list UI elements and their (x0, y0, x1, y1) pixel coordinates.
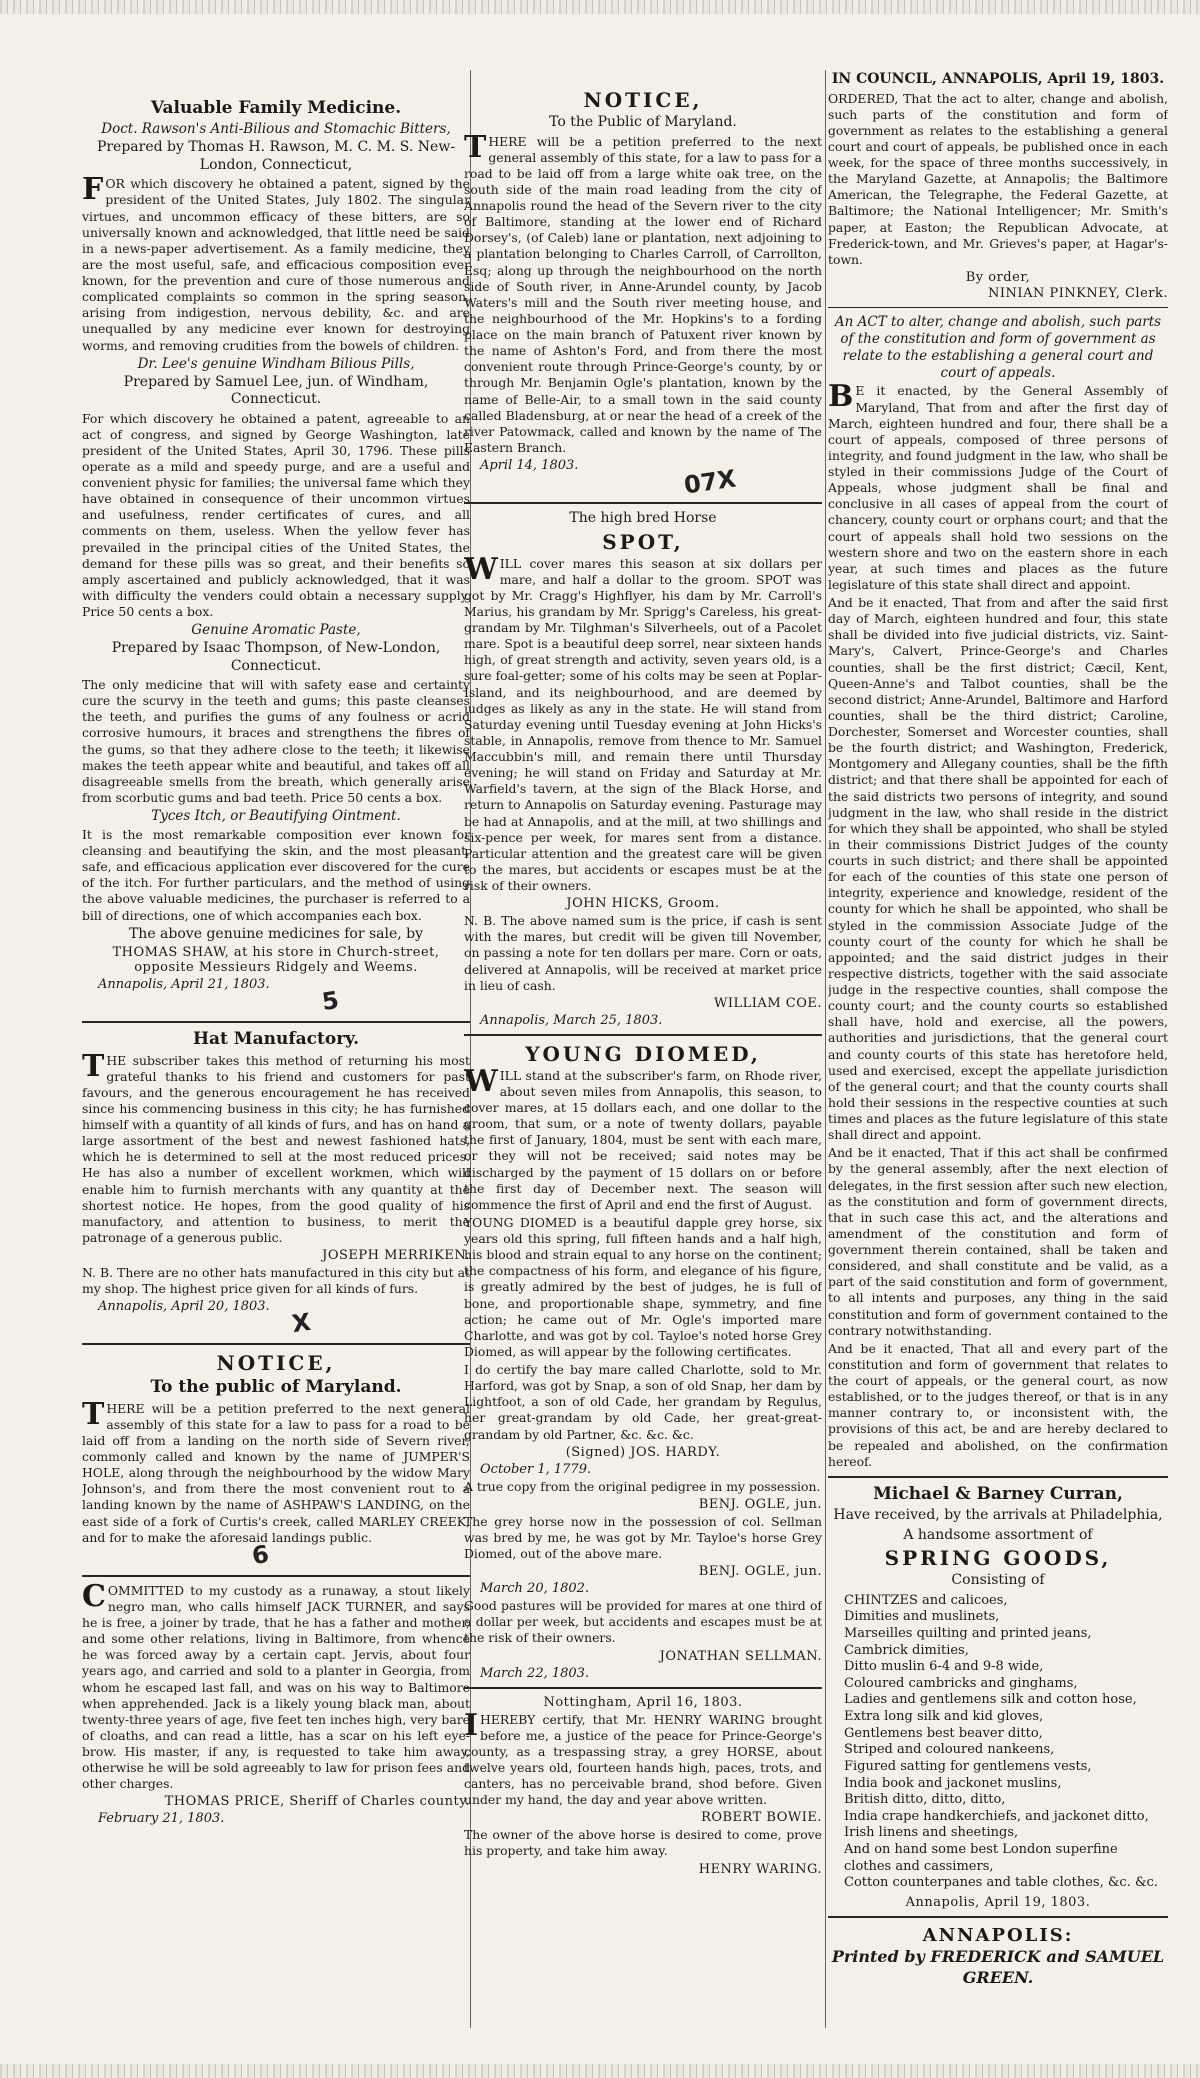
goods-item: Cambrick dimities, (844, 1642, 969, 1658)
column-rule-2 (825, 70, 826, 2028)
curran-title: Michael & Barney Curran, (873, 1483, 1123, 1504)
spot-owner: WILLIAM COE. (714, 995, 822, 1011)
diomed-title: YOUNG DIOMED, (525, 1041, 761, 1066)
sold-by: The above genuine medicines for sale, by (128, 925, 424, 942)
stray-date: Nottingham, April 16, 1803. (543, 1694, 743, 1710)
goods-item: Ditto muslin 6-4 and 9-8 wide, (844, 1659, 1044, 1675)
bottom-edge-noise (0, 2064, 1200, 2078)
goods-list (844, 1593, 1168, 1892)
runaway-notice (82, 1578, 470, 1827)
stray-body: IHEREBY certify, that Mr. HENRY WARING brought before me, a justice of the peace for Prince-George's county, as a trespassing stray, a grey HORSE, about twelve years old, fourteen hands high, paces, trots, and canters, has no perceivable brand, shod before. Given under my hand, the day and year above written. (464, 1707, 822, 1808)
goods-item: Irish linens and sheetings, (844, 1825, 1019, 1841)
goods-item: Cotton counterpanes and table clothes, &c. &c. (844, 1875, 1158, 1891)
goods-item: Marseilles quilting and printed jeans, (844, 1625, 1092, 1641)
lee-body: For which discovery he obtained a patent, agreeable to an act of congress, and signed by George Washington, late president of the United States, April 30, 1796. These pills operate as a mild and speedy purge, and are a useful and convenient physic for families; the universal fame which they have obtained in consequence of their uncommon virtues and usefulness, render certificates of cures, and all comments on them, useless. When the yellow fever has prevailed in the principal cities of the United States, the demand for these pills was so great, and their benefits so amply ascertained and publicly acknowledged, that it was with difficulty the venders could obtain a necessary supply. Price 50 cents a box. (82, 410, 470, 620)
young-diomed-ad (464, 1042, 822, 1681)
act-title: An ACT to alter, change and abolish, such parts of the constitution and form of government as relate to the establishing a general court and court of appeals. (834, 313, 1162, 381)
rawson-body: FOR which discovery he obtained a patent, signed by the president of the United States, July 1802. The singular virtues, and uncommon efficacy of these bitters, are so universally known and acknowledged, that little need be said in a news-paper advertisement. As a family medicine, they are the most useful, safe, and efficacious composition ever known, for the prevention and cure of those numerous and complicated complaints so common in the spring season, arising from indigestion, nervous debility, &c. and are unequalled by any medicine ever known for destroying worms, and removing crudities from the bowels of children. (82, 172, 470, 353)
diomed-ogle-2: BENJ. OGLE, jun. (698, 1564, 822, 1580)
rule (464, 502, 822, 504)
goods-item: India crape handkerchiefs, and jackonet ditto, (844, 1808, 1149, 1824)
spot-title: SPOT, (602, 529, 684, 554)
rule (82, 1343, 470, 1345)
diomed-date-1: March 20, 1802. (480, 1581, 590, 1597)
committed-date: February 21, 1803. (98, 1811, 225, 1827)
spot-body: WILL cover mares this season at six dollars per mare, and half a dollar to the groom. SPOT was got by Mr. Cragg's Highflyer, his dam by Mr. Carroll's Marius, his grandam by Mr. Sprigg's Careless, his great-grandam by Mr. Tilghman's Silverheels, out of a Pacolet mare. Spot is a beautiful deep sorrel, near sixteen hands high, of great strength and activity, seven years old, is a sure foal-getter; some of his colts may be seen at Poplar-Island, and its neighbourhood, and are deemed by judges as likely as any in the state. He will stand from Saturday evening until Tuesday evening at John Hicks's stable, in Annapolis, remove from thence to Mr. Samuel Maccubbin's mill, and remain there until Thursday evening; he will stand on Friday and Saturday at Mr. Warfield's tavern, at the sign of the Black Horse, and return to Annapolis on Saturday evening. Pasturage may be had at Annapolis, and at the mill, at two shillings and six-pence per week, for mares sent from a distance. Particular attention and the greatest care will be given to the mares, but accidents or escapes must be at the risk of their owners. (464, 551, 822, 893)
handwritten-mark-5: 5 (320, 986, 341, 1017)
act-paragraph-4: And be it enacted, That all and every part of the constitution and form of government that relates to the court of appeals, or the general court, as now established, or to the judges thereof, or that is in any manner contrary to, or inconsistent with, the provisions of this act, be and are hereby declared to be repealed and abolished, on the confirmation hereof. (828, 1340, 1168, 1469)
paste-title: Genuine Aromatic Paste, (191, 622, 361, 639)
curran-consisting: Consisting of (951, 1572, 1045, 1589)
hat-date: Annapolis, April 20, 1803. (98, 1299, 270, 1315)
diomed-body-2: YOUNG DIOMED is a beautiful dapple grey horse, six years old this spring, full fifteen hands and a half high, his blood and strain equal to any horse on the continent; the compactness of his form, and elegance of his figure, is greatly admired by the best of judges, he is full of bone, and proportionable shape, symmetry, and fine action; he came out of Mr. Ogle's imported mare Charlotte, and was got by col. Tayloe's noted horse Grey Diomed, as will appear by the following certificates. (464, 1214, 822, 1359)
road-notice (464, 88, 822, 500)
act-paragraph-2: And be it enacted, That from and after the said first day of March, eighteen hundred and four, this state shall be divided into five judicial districts, viz. Saint-Mary's, Calvert, Prince-George's and Charles counties, shall be the first district; Cæcil, Kent, Queen-Anne's and Talbot counties, shall be the second district; Anne-Arundel, Baltimore and Harford counties, shall be the third district; Caroline, Dorchester, Somerset and Worcester counties, shall be the fourth district; and Washington, Frederick, Montgomery and Allegany counties, shall be the fifth district; and that there shall be appointed for each of the said districts two persons of integrity, and sound judgment in the law, who shall reside in the district for which they shall be appointed, who shall be styled in their commissions District Judges of the county courts in such district; and there shall be appointed for each of the counties of this state one person of integrity, experience and knowledge, resident of the county for which he shall be appointed, who shall be styled in the commission Associate Judge of the county court of the county for which he shall be appointed; and the said district judges in their respective districts, together with the said associate judge in the respective counties, shall compose the county court; and the county courts so established shall have, hold and exercise, all the powers, authorities and jurisdictions, that the general court and county courts of this state has heretofore held, used and exercised, except the appellate jurisdiction of the general court; and that the county courts shall hold their sessions in the respective counties at such times and places as the future legislature of this state shall direct and appoint. (828, 595, 1168, 1143)
handwritten-mark-6: 6 (250, 1539, 271, 1570)
rawson-title: Valuable Family Medicine. (150, 98, 402, 118)
notice-subtitle: To the Public of Maryland. (549, 114, 737, 130)
council-order (828, 71, 1168, 1470)
hat-body: THE subscriber takes this method of returning his most grateful thanks to his friend and customers for past favours, and the generous encouragement he has received since his commencing business in this city; he has furnished himself with a quantity of all kinds of furs, and has on hand a large assortment of the best and newest fashioned hats, which he is determined to sell at the most reduced prices. He has also a number of excellent workmen, which will enable him to furnish merchants with any quantity at the shortest notice. He hopes, from the good quality of his manufactory, and attention to business, to merit the patronage of a generous public. (82, 1048, 470, 1245)
column-2 (464, 70, 822, 2038)
stray-waring: HENRY WARING. (698, 1861, 822, 1877)
goods-item: British ditto, ditto, ditto, (844, 1792, 1006, 1808)
council-signature: NINIAN PINKNEY, Clerk. (988, 285, 1168, 301)
stray-horse-notice (464, 1695, 822, 1877)
notice-title: NOTICE, (216, 1351, 336, 1376)
curran-assortment: A handsome assortment of (903, 1526, 1093, 1543)
column-1 (82, 70, 470, 2038)
rule (464, 1034, 822, 1036)
hat-signature: JOSEPH MERRIKEN. (322, 1248, 470, 1264)
spot-pretitle: The high bred Horse (569, 510, 717, 526)
notice-date: April 14, 1803. (480, 458, 579, 473)
spot-horse-ad (464, 510, 822, 1028)
itch-title: Tyces Itch, or Beautifying Ointment. (151, 808, 401, 825)
goods-item: Figured satting for gentlemens vests, (844, 1758, 1092, 1774)
goods-item: And on hand some best London superfine clothes and cassimers, (844, 1842, 1118, 1874)
lee-prepared: Prepared by Samuel Lee, jun. of Windham, Connecticut. (123, 373, 429, 408)
curran-goods-ad (828, 1484, 1168, 1910)
hat-nb: N. B. There are no other hats manufactured in this city but at my shop. The highest price given for all kinds of furs. (82, 1265, 470, 1297)
handwritten-mark-x: X (290, 1308, 313, 1339)
hat-manufactory-ad (82, 1029, 470, 1337)
committed-signature: THOMAS PRICE, Sheriff of Charles county. (164, 1794, 470, 1810)
rawson-seller: THOMAS SHAW, at his store in Church-street, opposite Messieurs Ridgely and Weems. (112, 945, 440, 976)
council-head: IN COUNCIL, ANNAPOLIS, April 19, 1803. (831, 71, 1165, 87)
goods-item: Extra long silk and kid gloves, (844, 1709, 1044, 1725)
diomed-certificate: I do certify the bay mare called Charlotte, sold to Mr. Harford, was got by Snap, a son of old Snap, her dam by Lightfoot, a son of old Cade, her grandam by Regulus, her great-grandam by old Cade, her great-great-grandam by old Partner, &c. &c. &c. (464, 1362, 822, 1442)
council-body: ORDERED, That the act to alter, change and abolish, such parts of the constitution and form of government as relates to the establishing a general court and court of appeals, be published once in each week, for the space of three months successively, in the Maryland Gazette, at Annapolis; the Baltimore American, the Telegraphe, the Federal Gazette, at Baltimore; the National Intelligencer; Mr. Smith's paper, at Easton; the Republican Advocate, at Frederick-town, and Mr. Grieves's paper, at Hagar's-town. (828, 90, 1168, 267)
diomed-ogle: BENJ. OGLE, jun. (698, 1496, 822, 1512)
goods-item: Dimities and muslinets, (844, 1609, 1000, 1625)
diomed-pasture: Good pastures will be provided for mares at one third of a dollar per week, but accidents and escapes must be at the risk of their owners. (464, 1598, 822, 1646)
handwritten-mark-07x: 07X (682, 464, 738, 500)
goods-item: CHINTZES and calicoes, (844, 1592, 1008, 1608)
diomed-copy: A true copy from the original pedigree in my possession. (464, 1478, 821, 1494)
goods-item: India book and jackonet muslins, (844, 1775, 1062, 1791)
rule (828, 1916, 1168, 1918)
diomed-signed: (Signed) JOS. HARDY. (565, 1444, 721, 1460)
rawson-prepared: Prepared by Thomas H. Rawson, M. C. M. S. New-London, Connecticut, (96, 139, 456, 173)
itch-body: It is the most remarkable composition ever known for cleansing and beautifying the skin, and the most pleasant, safe, and efficacious application ever discovered for the cure of the itch. For further particulars, and the method of using the above valuable medicines, the purchaser is referred to a bill of directions, one of which accompanies each box. (82, 826, 470, 923)
council-by-order: By order, (965, 269, 1031, 285)
goods-item: Gentlemens best beaver ditto, (844, 1725, 1043, 1741)
stray-bowie: ROBERT BOWIE. (701, 1810, 822, 1826)
paste-prepared: Prepared by Isaac Thompson, of New-London, Connecticut. (111, 640, 441, 674)
imprint-printer-name: GREEN. (962, 1968, 1034, 1988)
rule (82, 1575, 470, 1577)
stray-owner: The owner of the above horse is desired to come, prove his property, and take him away. (464, 1827, 822, 1859)
goods-item: Striped and coloured nankeens, (844, 1742, 1055, 1758)
notice-subtitle: To the public of Maryland. (150, 1377, 402, 1398)
curran-spring-goods: SPRING GOODS, (884, 1546, 1112, 1571)
diomed-date-2: March 22, 1803. (480, 1665, 590, 1681)
spot-date: Annapolis, March 25, 1803. (480, 1012, 663, 1028)
curran-received: Have received, by the arrivals at Philadelphia, (833, 1507, 1163, 1524)
diomed-grey: The grey horse now in the possession of col. Sellman was bred by me, he was got by Mr. Tayloe's horse Grey Diomed, out of the above mare. (464, 1513, 822, 1561)
committed-body: COMMITTED to my custody as a runaway, a stout likely negro man, who calls himself JACK TURNER, and says he is free, a joiner by trade, that he has a father and mother, and some other relations, living in Baltimore, from whence he was forced away by a certain capt. Jervis, about four years ago, and carried and sold to a planter in Georgia, from whom he escaped last fall, and was on his way to Baltimore when apprehended. Jack is a likely young black man, about twenty-three years of age, five feet ten inches high, very bare of cloaths, and can read a little, has a scar on his left eye-brow. His master, if any, is requested to take him away, otherwise he will be sold agreeably to law for prison fees and other charges. (82, 1578, 470, 1792)
imprint-city: ANNAPOLIS: (922, 1924, 1074, 1946)
paste-body: The only medicine that will with safety ease and certainty cure the scurvy in the teeth and gums; this paste cleanses the teeth, and purifies the gums of any foulness or acrid corrosive humours, it braces and strengthens the fibres of the gums, so that they adhere close to the teeth; it likewise makes the teeth appear white and beautiful, and takes off all disagreeable smells from the breath, which generally arise from scorbutic gums and bad teeth. Price 50 cents a box. (82, 677, 470, 805)
rawson-medicine-ad (82, 98, 470, 1015)
notice-title: NOTICE, (583, 88, 703, 112)
act-paragraph-1: BE it enacted, by the General Assembly of Maryland, That from and after the first day of March, eighteen hundred and four, there shall be a court of appeals, composed of three persons of integrity, and found judgment in the law, who shall be styled in their commissions Judge of the Court of Appeals, whose judgment shall be final and conclusive in all cases of appeal from the court of chancery, county court or orphans court; and that the court of appeals shall hold two sessions on the western shore and two on the eastern shore in each year, at such times and places as the future legislature of this state shall direct and appoint. (828, 379, 1168, 592)
rule (828, 307, 1168, 308)
goods-item: Coloured cambricks and ginghams, (844, 1675, 1078, 1691)
diomed-cert-date: October 1, 1779. (480, 1461, 592, 1477)
diomed-body: WILL stand at the subscriber's farm, on Rhode river, about seven miles from Annapolis, this season, to cover mares, at 15 dollars each, and one dollar to the groom, that sum, or a note of twenty dollars, payable the first of January, 1804, must be sent with each mare, or they will not be received; said notes may be discharged by the payment of 15 dollars on or before the first day of December next. The season will commence the first of April and end the first of August. (464, 1063, 822, 1212)
imprint-printer: Printed by FREDERICK and SAMUEL (831, 1947, 1165, 1967)
hat-title: Hat Manufactory. (192, 1029, 360, 1050)
spot-groom: JOHN HICKS, Groom. (566, 896, 720, 912)
goods-item: Ladies and gentlemens silk and cotton hose, (844, 1692, 1137, 1708)
notice-body: THERE will be a petition preferred to the next general assembly of this state, for a law to pass for a road to be laid off from a large white oak tree, on the south side of the main road leading from the city of Annapolis round the head of the Severn river to the city of Baltimore, standing at the lower end of Richard Dorsey's, (of Caleb) lane or plantation, next adjoining to a plantation belonging to Charles Carroll, of Carrollton, Esq; along up through the neighbourhood on the north side of South river, in Anne-Arundel county, by Jacob Waters's mill and the South river meeting house, and the neighbourhood of the Mr. Hopkins's to a fording place on the main branch of Patuxent river known by the name of Ashton's Ford, and from there the most convenient route through Prince-George's county, by or through Mr. Benjamin Ogle's plantation, known by the name of Belle-Air, to a small town in the said county called Bladensburg, at or near the head of a creek of the river Patowmack, called and known by the name of The Eastern Branch. (464, 129, 822, 455)
top-edge-noise (0, 0, 1200, 14)
curran-date: Annapolis, April 19, 1803. (905, 1894, 1091, 1910)
rule (82, 1021, 470, 1023)
column-3 (828, 70, 1168, 2038)
rule (464, 1687, 822, 1689)
printer-imprint (828, 1924, 1168, 1989)
notice-body: THERE will be a petition preferred to the next general assembly of this state for a law to pass for a road to be laid off from a landing on the north side of Severn river, commonly called and known by the name of JUMPER'S HOLE, along through the neighbourhood by the widow Mary Johnson's, and from there the most convenient rout to a landing known by the name of ASHPAW'S LANDING, on the east side of a fork of Curtis's creek, called MARLEY CREEK, and for to make the aforesaid landings public. (82, 1396, 470, 1545)
rule (828, 1476, 1168, 1478)
lee-title: Dr. Lee's genuine Windham Bilious Pills, (137, 355, 415, 372)
jumpers-hole-notice (82, 1351, 470, 1569)
rawson-date: Annapolis, April 21, 1803. (98, 977, 270, 993)
spot-nb: N. B. The above named sum is the price, if cash is sent with the mares, but credit will be given till November, on passing a note for ten dollars per mare. Corn or oats, delivered at Annapolis, will be received at market price in lieu of cash. (464, 913, 822, 993)
rawson-subtitle: Doct. Rawson's Anti-Bilious and Stomachic Bitters, (101, 121, 451, 138)
diomed-sellman: JONATHAN SELLMAN. (659, 1648, 822, 1664)
act-paragraph-3: And be it enacted, That if this act shall be confirmed by the general assembly, after the next election of delegates, in the first session after such new election, as the constitution and form of government directs, that in such case this act, and the alterations and amendment of the constitution and form of government therein contained, shall be taken and considered, and shall constitute and be valid, as a part of the said constitution and form of government, to all intents and purposes, any thing in the said constitution and form of government contained to the contrary notwithstanding. (828, 1145, 1168, 1338)
